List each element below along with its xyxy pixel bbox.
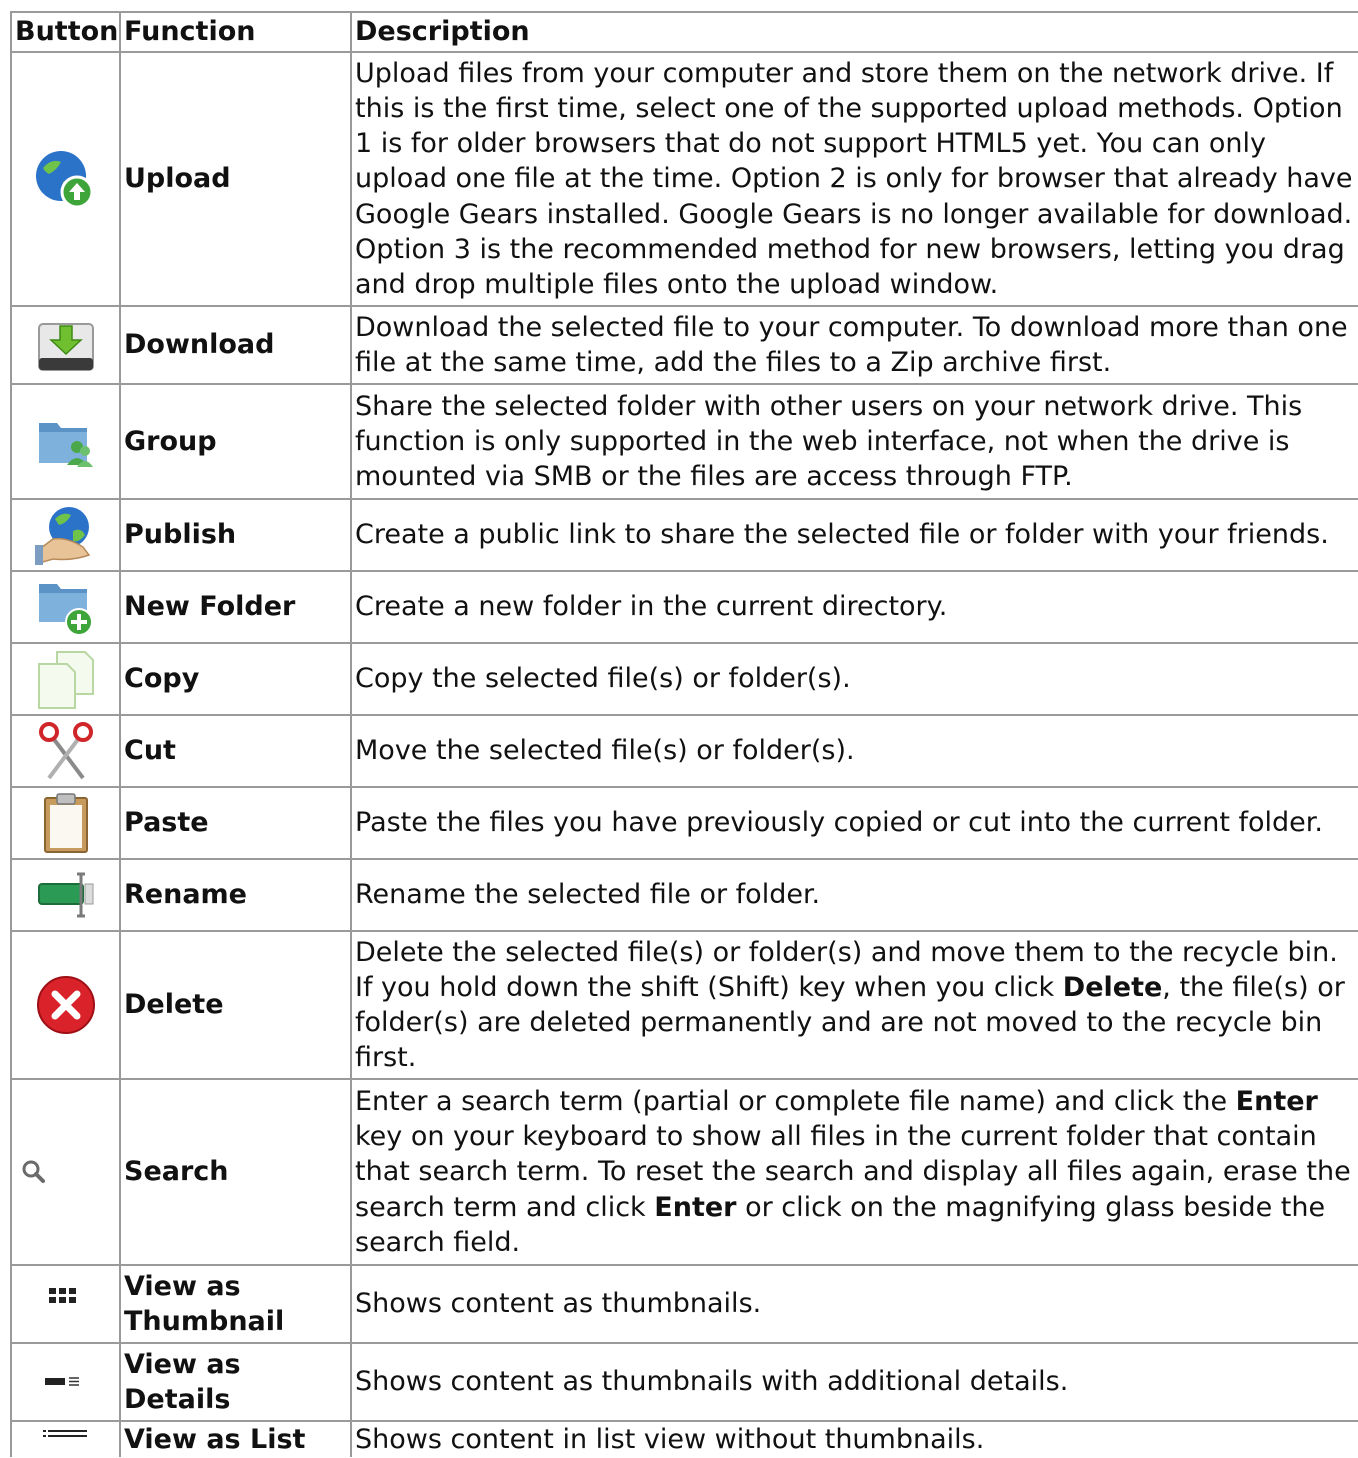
- table-row: [11, 499, 1358, 571]
- description-cell: Upload files from your computer and store them on the network drive. If this is the first time, select one of the supported upload methods. Option 1 is for older browsers that do not support HTML5 yet. You can only upload one file at the time. Option 2 is only for browser that already have Google Gears installed. Google Gears is no longer available for download. Option 3 is the recommended method for new browsers, letting you drag and drop multiple files onto the upload window.: [351, 52, 1358, 306]
- description-cell: Delete the selected file(s) or folder(s) and move them to the recycle bin. If you hold down the shift (Shift) key when you click Delete, the file(s) or folder(s) are deleted permanently and are not moved to the recycle bin first.: [351, 931, 1358, 1079]
- function-cell: Rename: [120, 859, 351, 931]
- paste-button-cell[interactable]: [11, 787, 120, 859]
- search-icon[interactable]: [18, 1157, 84, 1187]
- copy-icon[interactable]: [33, 646, 99, 712]
- description-cell: Rename the selected file or folder.: [351, 859, 1358, 931]
- function-cell: Paste: [120, 787, 351, 859]
- function-cell: View as Thumbnail: [120, 1265, 351, 1343]
- group-button-cell[interactable]: [11, 384, 120, 499]
- table-row: [11, 1343, 1358, 1421]
- function-cell: Search: [120, 1079, 351, 1265]
- delete-button-cell[interactable]: [11, 931, 120, 1079]
- cut-button-cell[interactable]: [11, 715, 120, 787]
- function-cell: Download: [120, 306, 351, 384]
- details-view-icon[interactable]: [33, 1367, 99, 1397]
- description-cell: Download the selected file to your computer. To download more than one file at the same time, add the files to a Zip archive first.: [351, 306, 1358, 384]
- function-cell: Delete: [120, 931, 351, 1079]
- details-view-button-cell[interactable]: [11, 1343, 120, 1421]
- download-button-cell[interactable]: [11, 306, 120, 384]
- function-cell: Group: [120, 384, 351, 499]
- button-header: Button: [11, 12, 120, 52]
- rename-button-cell[interactable]: [11, 859, 120, 931]
- description-cell: Copy the selected file(s) or folder(s).: [351, 643, 1358, 715]
- function-cell: View as List: [120, 1421, 351, 1457]
- table-row: [11, 715, 1358, 787]
- description-cell: Create a new folder in the current directory.: [351, 571, 1358, 643]
- table-row: [11, 1079, 1358, 1265]
- table-row: [11, 1265, 1358, 1343]
- description-cell: Shows content in list view without thumbnails.: [351, 1421, 1358, 1457]
- description-header: Description: [351, 12, 1358, 52]
- rename-icon[interactable]: [33, 864, 99, 926]
- table-row: [11, 787, 1358, 859]
- table-row: [11, 306, 1358, 384]
- table-row: [11, 384, 1358, 499]
- description-cell: Create a public link to share the selected file or folder with your friends.: [351, 499, 1358, 571]
- function-cell: New Folder: [120, 571, 351, 643]
- search-button-cell[interactable]: [11, 1079, 120, 1265]
- function-cell: Publish: [120, 499, 351, 571]
- function-cell: Copy: [120, 643, 351, 715]
- table-row: [11, 52, 1358, 306]
- header-row: [11, 12, 1358, 52]
- button-function-table: [10, 11, 1358, 1457]
- list-view-icon[interactable]: [33, 1425, 99, 1455]
- download-drive-icon[interactable]: [33, 314, 99, 376]
- description-cell: Shows content as thumbnails.: [351, 1265, 1358, 1343]
- copy-button-cell[interactable]: [11, 643, 120, 715]
- function-cell: Cut: [120, 715, 351, 787]
- delete-icon[interactable]: [35, 974, 97, 1036]
- function-header: Function: [120, 12, 351, 52]
- description-cell: Move the selected file(s) or folder(s).: [351, 715, 1358, 787]
- function-cell: Upload: [120, 52, 351, 306]
- list-view-button-cell[interactable]: [11, 1421, 120, 1457]
- thumbnail-view-button-cell[interactable]: [11, 1265, 120, 1343]
- new-folder-button-cell[interactable]: [11, 571, 120, 643]
- description-cell: Enter a search term (partial or complete file name) and click the Enter key on your keyboard to show all files in the current folder that contain that search term. To reset the search and display all files again, erase the search term and click Enter or click on the magnifying glass beside the search field.: [351, 1079, 1358, 1265]
- upload-globe-icon[interactable]: [33, 146, 99, 212]
- new-folder-icon[interactable]: [33, 576, 99, 638]
- group-folder-icon[interactable]: [33, 413, 99, 471]
- table-row: [11, 931, 1358, 1079]
- table-row: [11, 1421, 1358, 1457]
- description-cell: Share the selected folder with other users on your network drive. This function is only supported in the web interface, not when the drive is mounted via SMB or the files are access through FTP.: [351, 384, 1358, 499]
- publish-button-cell[interactable]: [11, 499, 120, 571]
- table-row: [11, 859, 1358, 931]
- description-cell: Shows content as thumbnails with additional details.: [351, 1343, 1358, 1421]
- function-cell: View as Details: [120, 1343, 351, 1421]
- thumbnail-view-icon[interactable]: [33, 1282, 99, 1312]
- clipboard-icon[interactable]: [33, 790, 99, 856]
- table-row: [11, 571, 1358, 643]
- description-cell: Paste the files you have previously copied or cut into the current folder.: [351, 787, 1358, 859]
- table-row: [11, 643, 1358, 715]
- scissors-icon[interactable]: [33, 720, 99, 782]
- upload-button-cell[interactable]: [11, 52, 120, 306]
- publish-globe-hand-icon[interactable]: [33, 503, 99, 567]
